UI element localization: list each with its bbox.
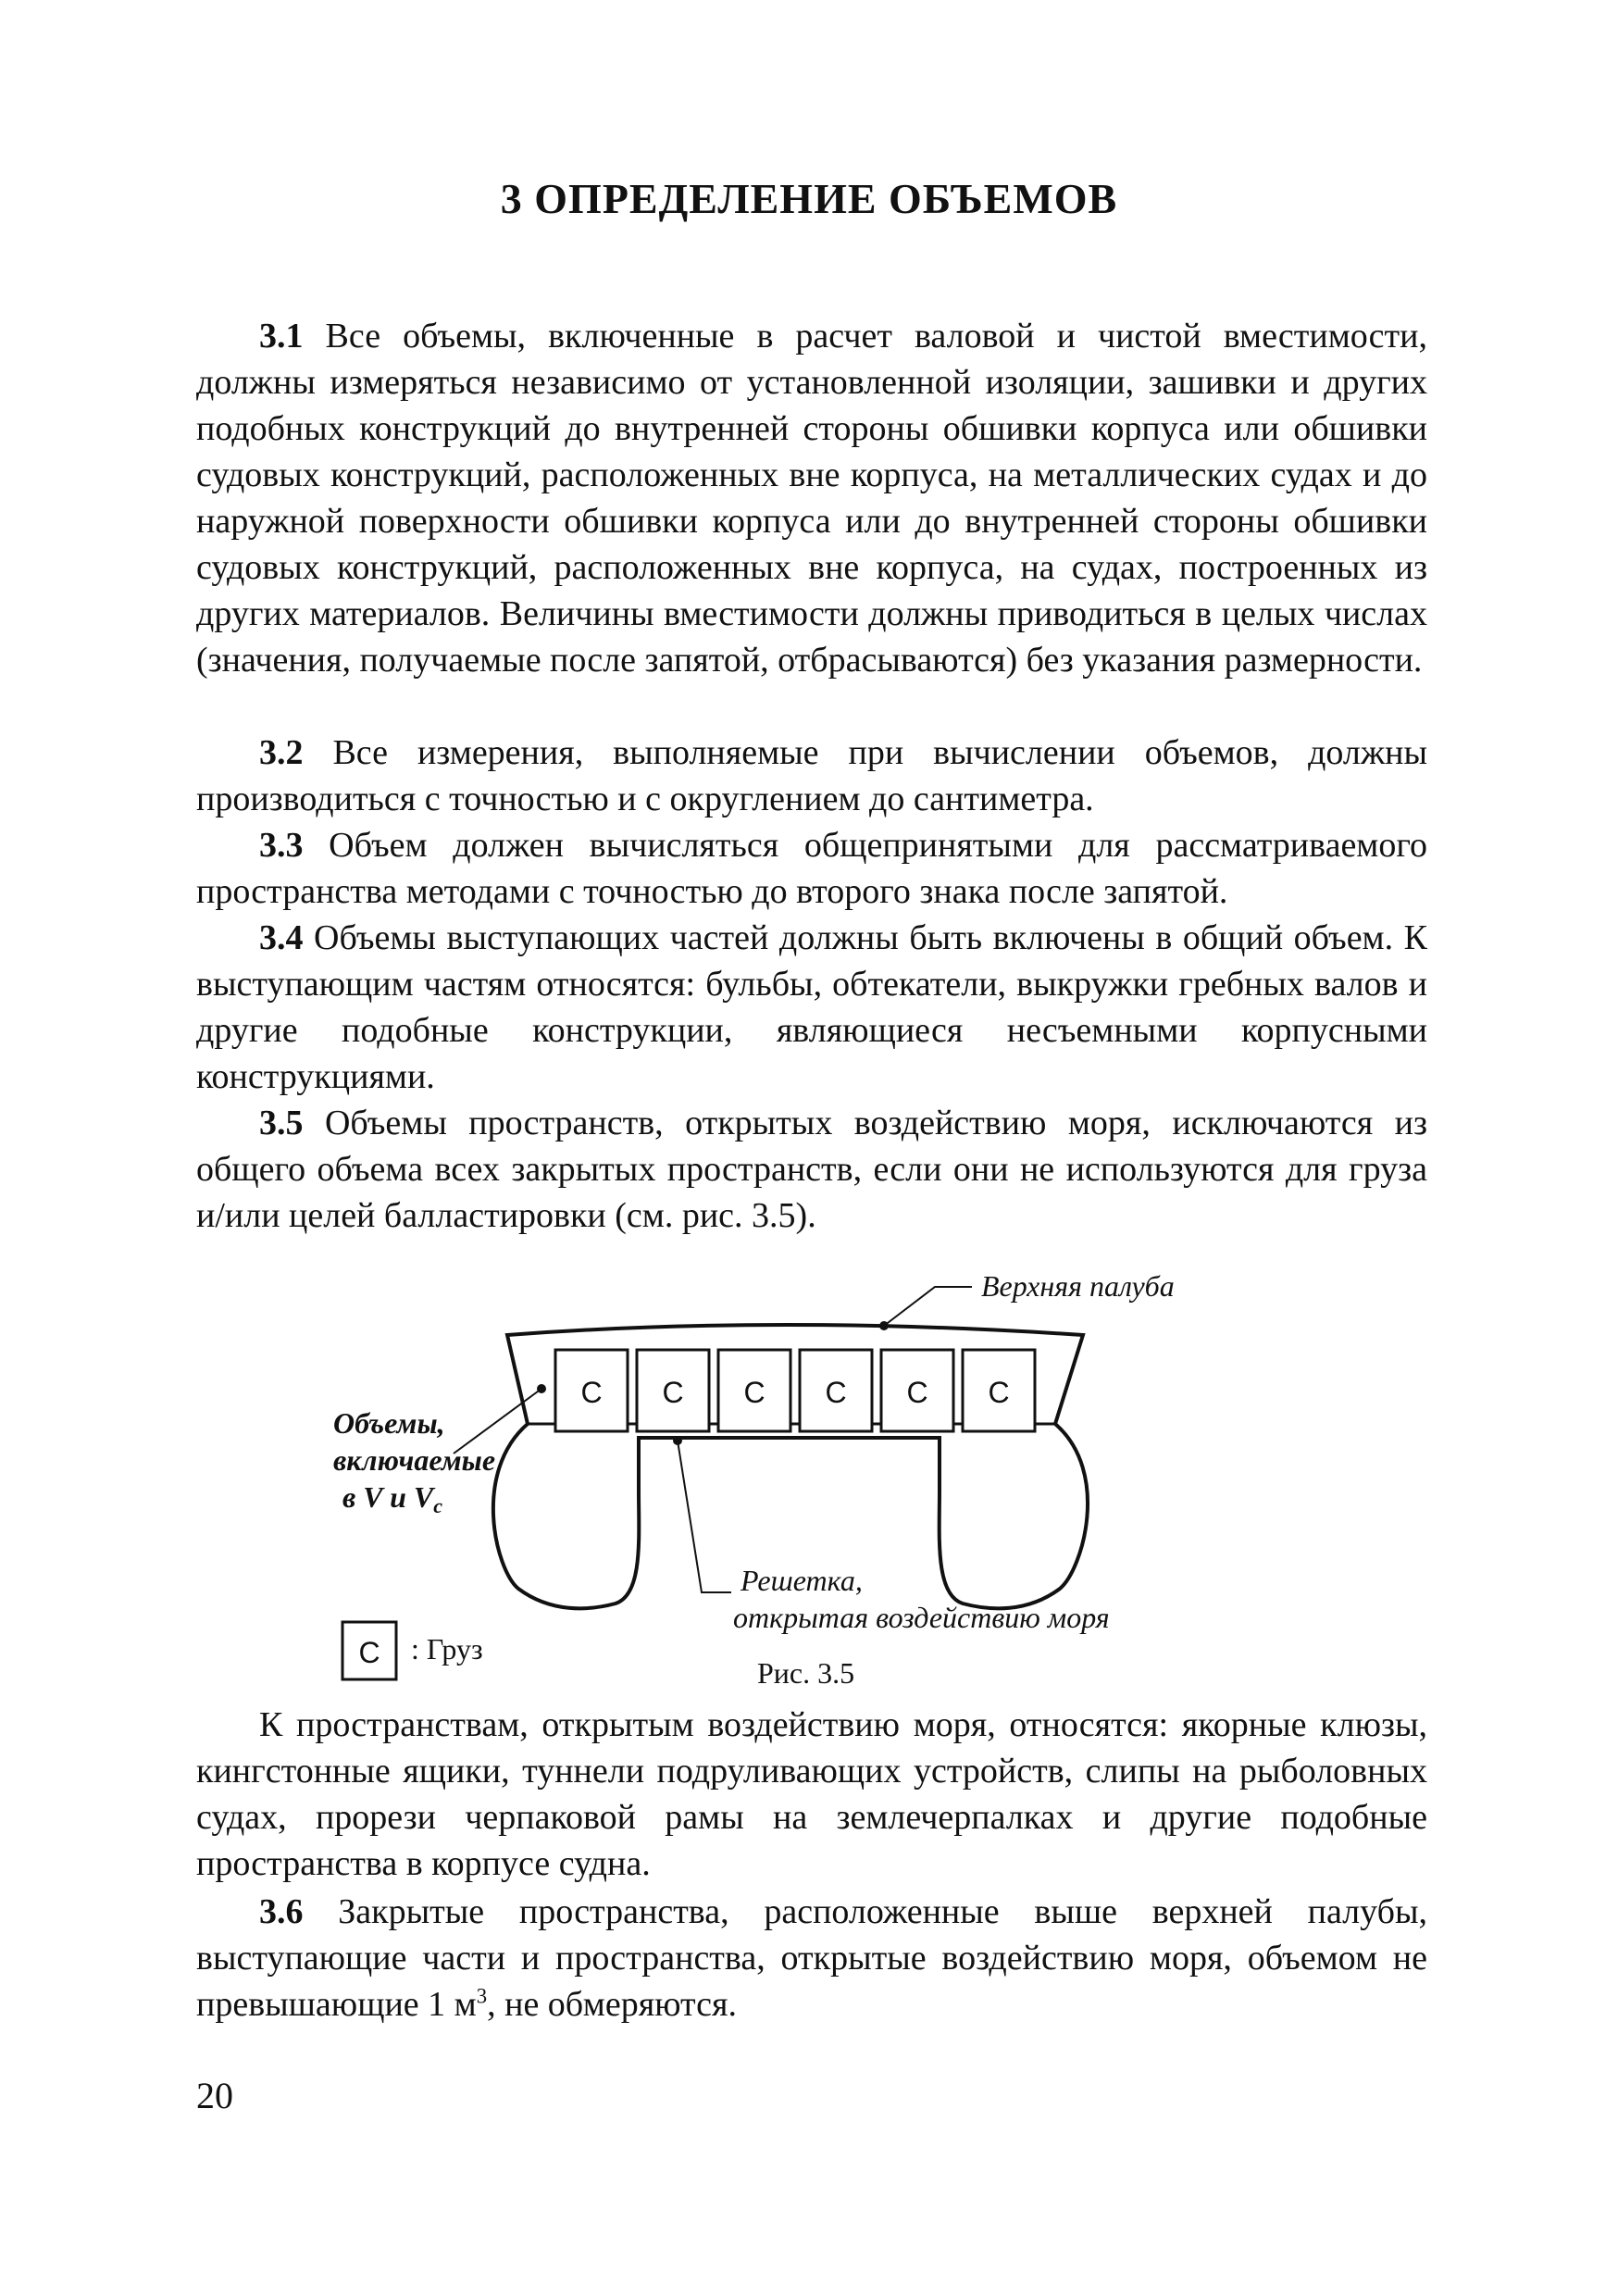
- volumes-label-main: в V и V: [342, 1480, 434, 1514]
- paragraph-3-4: [196, 915, 1427, 1100]
- cargo-label: C: [743, 1376, 765, 1409]
- grating-label-line1: Решетка,: [741, 1564, 863, 1597]
- paragraph-number: 3.3: [259, 826, 304, 865]
- legend-text: : Груз: [411, 1632, 483, 1666]
- cargo-label: C: [906, 1376, 928, 1409]
- cargo-label: C: [988, 1376, 1010, 1409]
- paragraph-open-spaces: К пространствам, открытым воздействию моря, относятся: якорные клюзы, кингстонные ящики, туннели подруливающих устройств, слипы на рыболовных судах, прорези черпаковой рамы на землечерпалках и другие подобные пространства в корпусе судна.: [196, 1705, 1427, 1883]
- paragraph-number: 3.5: [259, 1104, 304, 1142]
- paragraph-text: Закрытые пространства, расположенные выше верхней палубы, выступающие части и пространства, открытые воздействию моря, объемом не превышающие 1 м: [196, 1892, 1427, 2024]
- paragraph-number: 3.4: [259, 918, 304, 957]
- page-title: 3 ОПРЕДЕЛЕНИЕ ОБЪЕМОВ: [500, 175, 1118, 222]
- volumes-label-subscript: c: [433, 1494, 442, 1517]
- paragraph-3-3: [196, 822, 1427, 915]
- volumes-label-line3: [342, 1480, 442, 1517]
- paragraph-3-2: [196, 730, 1427, 822]
- cargo-label: C: [662, 1376, 684, 1409]
- paragraph-number: 3.6: [259, 1892, 304, 1931]
- paragraph-number: 3.1: [259, 317, 304, 356]
- volumes-label-line1: Объемы,: [333, 1406, 445, 1440]
- figure-caption: Рис. 3.5: [757, 1656, 855, 1690]
- paragraph-3-5: [196, 1100, 1427, 1239]
- page-number: 20: [196, 2075, 233, 2116]
- paragraph-text: Все объемы, включенные в расчет валовой и чистой вместимости, должны измеряться независимо от установленной изоляции, зашивки и других подобных конструкций до внутренней стороны обшивки корпуса или обшивки судовых конструкций, расположенных вне корпуса, на металлических судах и до наружной поверхности обшивки корпуса или до внутренней стороны обшивки судовых конструкций, расположенных вне корпуса, на судах, построенных из других материалов. Величины вместимости должны приводиться в целых числах (значения, получаемые после запятой, отбрасываются) без указания размерности.: [196, 317, 1427, 680]
- superscript: 3: [476, 1984, 488, 2008]
- paragraph-text: Объемы пространств, открытых воздействию моря, исключаются из общего объема всех закрытых пространств, если они не используются для груза и/или целей балластировки (см. рис. 3.5).: [196, 1104, 1427, 1235]
- paragraph-text: Все измерения, выполняемые при вычислении объемов, должны производиться с точностью и с округлением до сантиметра.: [196, 733, 1427, 818]
- paragraph-text-end: , не обмеряются.: [487, 1985, 737, 2024]
- paragraph-text: Объем должен вычисляться общепринятыми для рассматриваемого пространства методами с точностью до второго знака после запятой.: [196, 826, 1427, 911]
- cargo-label: C: [580, 1376, 603, 1409]
- cargo-label: C: [825, 1376, 847, 1409]
- volumes-label-line2: включаемые: [333, 1443, 496, 1477]
- paragraph-number: 3.2: [259, 733, 304, 772]
- cargo-boxes: [555, 1350, 1035, 1431]
- paragraph-3-1: [196, 313, 1427, 683]
- deck-leader-line: [884, 1287, 972, 1326]
- figure-3-5: [0, 1259, 1618, 1703]
- paragraph-3-6: [196, 1889, 1427, 2028]
- paragraph-text: Объемы выступающих частей должны быть включены в общий объем. К выступающим частям относятся: бульбы, обтекатели, выкружки гребных валов и другие подобные конструкции, являющиеся несъемными корпусными конструкциями.: [196, 918, 1427, 1096]
- hull-cross-section-diagram: [0, 1259, 1618, 1703]
- deck-label: Верхняя палуба: [981, 1269, 1175, 1303]
- grating-label-line2: открытая воздействию моря: [733, 1601, 1110, 1634]
- legend-box-letter: C: [358, 1636, 380, 1669]
- grating-leader-line: [678, 1441, 731, 1592]
